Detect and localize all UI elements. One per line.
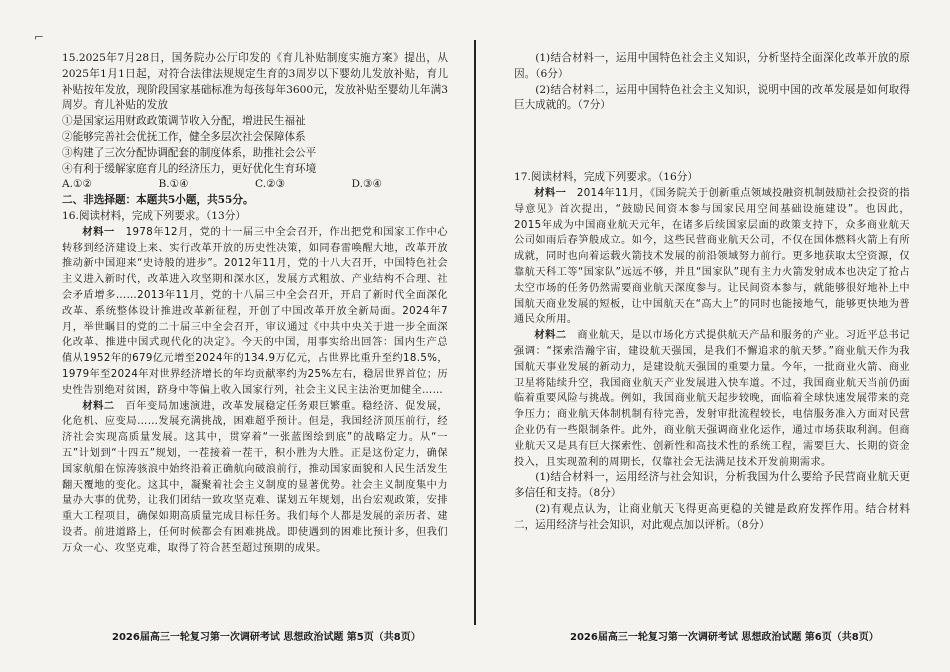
spacer xyxy=(514,114,910,170)
q15-option-a: A.①② xyxy=(62,178,93,191)
right-page-footer: 2026届高三一轮复习第一次调研考试 思想政治试题 第6页（共8页） xyxy=(570,632,879,643)
q17-material-2-text: 商业航天，是以市场化方式提供航天产品和服务的产业。习近平总书记强调：“探索浩瀚宇宙，建设航天强国，是我们不懈追求的航天梦。”商业航天作为我国航天事业发展的新动力，是建设航天强国的重要力量。今年，一批商业火箭、商业卫星将陆续升空，我国商业航天产业发展进入快车道。不过，我国商业航天当前仍面临着重要风险与挑战。例如，我国商业航天起步较晚，面临着全球快速发展带来的竞争压力；商业航天体制机制有待完善，发射审批流程较长，电信服务准入方面对民营企业仍有一些限制条件。此外，商业航天强调商业化运作，通过市场获取利润。但商业航天又是具有巨大探索性、创新性和高技术性的系统工程，需要巨大、长期的资金投入，且实现盈利的周期长，仅靠社会无法满足技术开发前期需求。 xyxy=(514,330,911,468)
q17-material-2 xyxy=(514,328,910,470)
q15-item-2: ②能够完善社会优抚工作，健全多层次社会保障体系 xyxy=(62,130,306,143)
q15-option-c: C.②③ xyxy=(255,178,286,191)
q15-item-4: ④有利于缓解家庭育儿的经济压力，更好优化生育环境 xyxy=(62,162,317,175)
left-page-content xyxy=(62,51,448,557)
q15-stem: 15.2025年7月28日，国务院办公厅印发的《育儿补贴制度实施方案》提出，从2025年1月1日起，对符合法律法规规定生育的3周岁以下婴幼儿发放补贴，育儿补贴按年发放，现阶段国家基础标准为每孩每年3600元，发放补贴至婴幼儿年满3周岁。育儿补贴的发放 xyxy=(62,52,448,112)
q16-material-1-text: 1978年12月，党的十一届三中全会召开，作出把党和国家工作中心转移到经济建设上来、实行改革开放的历史性决策，如同春雷唤醒大地，改革开放推动新中国迎来“史诗般的进步”。2012年11月，党的十八大召开，中国特色社会主义进入新时代，改革进入攻坚期和深水区，发展方式粗放、产业结构不合理、社会矛盾增多……2013年11月，党的十八届三中全会召开，开启了新时代全面深化改革、系统整体设计推进改革新征程，开创了中国改革开放全新局面。2024年7月，举世瞩目的党的二十届三中全会召开，审议通过《中共中央关于进一步全面深化改革、推进中国式现代化的决定》。今天的中国，用事实给出回答：国内生产总值从1952年的679亿元增至2024年的134.9万亿元，占世界比重升至约18.5%，1979年至2024年对世界经济增长的年均贡献率约为25%左右，稳居世界首位；历史性告别绝对贫困，跻身中等偏上收入国家行列，社会主义民主法治更加健全…… xyxy=(62,226,449,396)
q16-material-2-label: 材料二 xyxy=(82,400,115,412)
q16-material-1 xyxy=(62,225,448,399)
right-page-content xyxy=(514,51,910,534)
section-2-heading: 二、非选择题：本题共5小题，共55分。 xyxy=(62,194,254,207)
q16-requirement-1: (1)结合材料一，运用中国特色社会主义知识，分析坚持全面深化改革开放的原因。（6分） xyxy=(514,52,910,80)
q15-item-1: ①是国家运用财政政策调节收入分配，增进民生福祉 xyxy=(62,115,306,128)
q16-material-2 xyxy=(62,399,448,557)
q16-stem: 16.阅读材料，完成下列要求。（13分） xyxy=(62,209,246,222)
q15-option-b: B.①④ xyxy=(158,178,189,191)
q15-option-d: D.③④ xyxy=(351,178,382,191)
q17-material-2-label: 材料二 xyxy=(534,330,567,342)
q17-material-1 xyxy=(514,186,910,328)
q17-requirement-1: (1)结合材料一，运用经济与社会知识，分析我国为什么要给予民营商业航天更多信任和支持。（8分） xyxy=(514,471,910,500)
q17-requirement-2: (2)有观点认为，让商业航天飞得更高更稳的关键是政府发挥作用。结合材料二，运用经济与社会知识，对此观点加以评析。（8分） xyxy=(514,502,910,531)
q17-material-1-label: 材料一 xyxy=(534,187,567,199)
q16-requirement-2: (2)结合材料二，运用中国特色社会主义知识，说明中国的改革发展是如何取得巨大成就的。（7分） xyxy=(514,83,910,112)
left-page-footer: 2026届高三一轮复习第一次调研考试 思想政治试题 第5页（共8页） xyxy=(112,632,421,643)
q17-material-1-text: 2014年11月，《国务院关于创新重点领域投融资机制鼓励社会投资的指导意见》首次提出，“鼓励民间资本参与国家民用空间基础设施建设”。也因此，2015年成为中国商业航天元年，在诸多后续国家层面的政策支持下，众多商业航天公司如雨后春笋般成立。如今，这些民营商业航天公司，不仅在国体燃料火箭上有所成就，同时也向着运载火箭技术发展的前沿领域努力前行。更多地获取太空资源，仅靠航天科工等“国家队”远远不够，并且“国家队”现有主力火箭发射成本也决定了抢占太空市场的任务仍然需要商业航天深度参与。让民间资本参与，就能够很好地补上中国航天商业发展的短板，让中国航天在“高大上”的同时也能接地气，能够更快地为普通民众所用。 xyxy=(514,187,911,326)
q16-material-2-text: 百年变局加速演进，改革发展稳定任务艰巨繁重。稳经济、促发展，化危机、应变局……发展充满挑战，困难超乎预计。但是，我国经济顶压前行，经济社会实现高质量发展。这其中，贯穿着“一张蓝图绘到底”的战略定力。从“一五”计划到“十四五”规划，一茬接着一茬干，积小胜为大胜。正是这份定力，确保国家航船在惊涛骇浪中始终沿着正确航向破浪前行，推动国家面貌和人民生活发生翻天覆地的变化。这其中，凝聚着社会主义制度的显著优势。社会主义制度集中力量办大事的优势，让我们团结一致攻坚克难、谋划五年规划，出台宏观政策，安排重大工程项目，确保如期高质量完成目标任务。我们每个人都是发展的亲历者、建设者。前进道路上，任何时候都会有困难挑战。即使遇到的困难比预计多，但我们万众一心、攻坚克难，取得了符合甚至超过预期的成果。 xyxy=(62,400,449,554)
page-divider xyxy=(474,40,476,625)
left-page xyxy=(0,0,474,672)
q17-stem: 17.阅读材料，完成下列要求。（16分） xyxy=(514,171,698,184)
q15-options xyxy=(62,177,448,193)
q16-material-1-label: 材料一 xyxy=(82,226,115,238)
gutter-mark: ⌐ xyxy=(34,30,45,44)
q15-item-3: ③构建了三次分配协调配套的制度体系，助推社会公平 xyxy=(62,146,317,159)
right-page xyxy=(478,0,950,672)
